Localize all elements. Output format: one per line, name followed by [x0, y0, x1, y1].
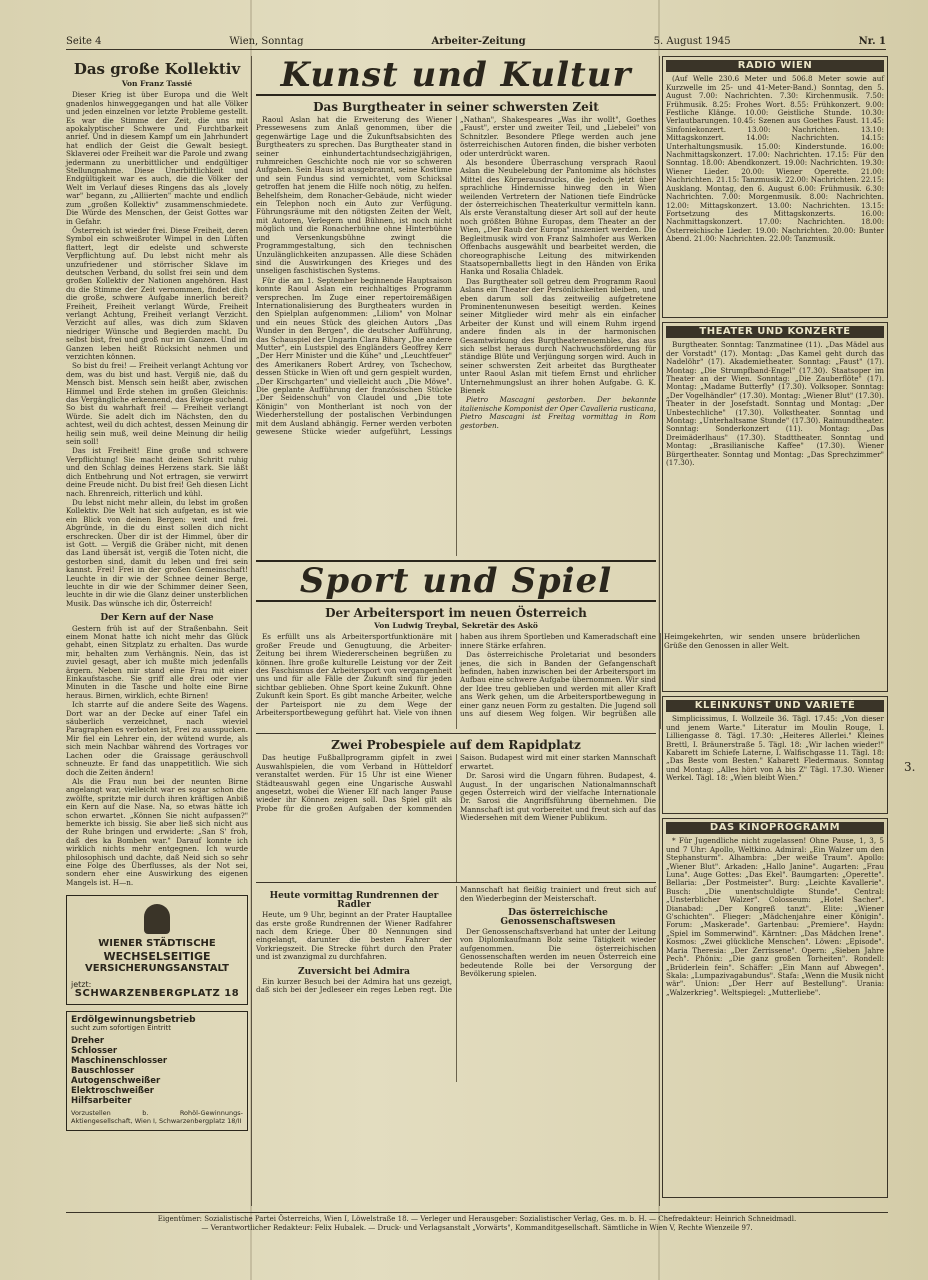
article-title: Das große Kollektiv: [73, 60, 241, 78]
article-byline: Von Ludwig Treybal, Sekretär des Askö: [374, 621, 538, 630]
column-rule: [251, 56, 252, 1206]
section-header: DAS KINOPROGRAMM: [666, 822, 884, 834]
section-header: RADIO WIEN: [666, 60, 884, 72]
section-text: * Für Jugendliche nicht zugelassen! Ohne Pause, 1, 3, 5 und 7 Uhr: Apollo, Weltkino. Admiral: „Ein Walzer um den Stephansturm". Alhambra: „Der weiße Traum". Apollo: „Wiener Blut". Arkaden: „Hallo Janine". Augarten: „Frau Luna". Auge Gottes: „Das Ekel". Baumgarten: „Operette". Bellaria: „Der Postmeister". Burg: „Leichte Kavallerie". Busch: „Die unentschuldigte Stunde". Central: „Unsterblicher Walzer". Colosseum: „Hotel Sacher". Dianabad: „Der Kongreß tanzt". Elite: „Wiener G'schichten". Flieger: „Mädchenjahre einer Königin". Forum: „Maskerade". Gartenbau: „Premiere". Haydn: „Spiel im Sommerwind". Kärntner: „Das Mädchen Irene". Kosmos: „Zwei glückliche Menschen". Löwen: „Episode". Maria Theresia: „Der Zerrissene". Opern: „Sieben Jahre Pech". Phönix: „Die ganz großen Torheiten". Rondell: „Brüderlein fein". Schäffer: „Ein Mann auf Abwegen". Skala: „Lumpazivagabundus". Stafa: „Wenn die Musik nicht wär". Union: „Der Herr auf Bestellung". Urania: „Walzerkrieg". Weltspiegel: „Mutterliebe".: [666, 836, 884, 997]
article-paragraph: Du lebst nicht mehr allein, du lebst im großen Kollektiv. Die Welt hat sich aufgetan, es ist wie ein Blick von deinen Bergen: weit und frei. Abgründe, in die du einst sollen dich nicht erschrecken. Über dir ist der Himmel, über dir ist Gott. — Vergiß die Gräber nicht, mit denen das Land übersät ist, vergiß die Toten nicht, die gestorben sind, damit du leben und frei sein kannst. Frei! Frei in der großen Gemeinschaft! Leuchte in dir wie der Schnee deiner Berge, leuchte in dir wie der Schimmer deiner Seen, leuchte in dir wie die Glanz deiner unsterblichen Musik. Das wünsche ich dir, Österreich!: [66, 497, 248, 608]
article-paragraph: Dr. Sarosi wird die Ungarn führen. Budapest, 4. August. In der ungarischen Nationalmannschaft gegen Österreich wird der vielfache Internationale Dr. Sarosi die Angriffsführung übernehmen. Die Mannschaft ist gut vorbereitet und freut sich auf das Wiedersehen mit dem Wiener Publikum.: [460, 771, 656, 823]
issue-date: 5. August 1945: [653, 36, 731, 47]
article-paragraph: Das Burgtheater soll getreu dem Programm Raoul Aslans ein Theater der Persönlichkeiten bleiben, und eben darum soll das zeitweilig aufgetretene Prominentenunwesen beseitigt werden. Keines seiner Mitglieder wird mehr als ein einfacher Arbeiter der Kunst und will einem Ruhm irgend andere finden als in der harmonischen Gesamtwirkung des Burgtheaterensembles, das aus sich selbst heraus durch Nachwuchsförderung für ständige Blüte und Verjüngung sorgen wird. Auch in seiner schwersten Zeit arbeitet das Burgtheater unter Raoul Aslan mit tiefem Ernst und ehrlicher Unternehmungslust an ihrer hohen Aufgabe. G. K. Bienek: [460, 276, 656, 395]
article-paragraph: Ich starrte auf die andere Seite des Wagens. Dort war an der Decke auf einer Tafel ein säuberlich verzeichnet, nach wieviel Paragraphen es verboten ist, Frei zu ausspucken. Mir fiel ein Lehrer ein, der wütend wurde, als sich mein Nachbar während des Vortrages vor Lachen oder die Graissage geräuschvoll schneuzte. Er fand das unappetitlich. Wie sich doch die Zeiten ändern!: [66, 700, 248, 777]
job-item: Hilfsarbeiter: [71, 1095, 132, 1106]
article-paragraph: Dieser Krieg ist über Europa und die Welt gnadenlos hinweggegangen und hat alle Völker und jeden einzelnen vor letzte Probleme gestellt. Es war die Stimme der Zeit, die uns mit apokalyptischer Schwere und Furchtbarkeit anrief. Und in diesem Kampf um ein Jahrhundert hat endlich der Geist die Gewalt besiegt. Sklaverei oder Freiheit war die Parole und zwang jedermann zu unerbittlicher und endgültiger Stellungnahme. Diese Unerbittlichkeit und Endgültigkeit war es auch, die die Völker der Welt im Verlauf dieses Ringens das als „lovely war" begann, zu „Alliierten" machte und endlich zum „großen Kollektiv" zusammenschmiedete. Die Würde des Menschen, der Geist Gottes war in Gefahr.: [66, 90, 248, 226]
job-item: Dreher: [71, 1035, 105, 1046]
column-rule: [659, 56, 660, 1206]
place-date: Wien, Sonntag: [229, 36, 304, 47]
article-paragraph: Als besondere Überraschung versprach Raoul Aslan die Neubelebung der Pantomime als höchstes Mittel des Körperausdrucks, die jedoch jetzt über sprachliche Hindernisse hinweg den in Wien weilenden Vertretern der Nationen tiefe Eindrücke der österreichischen Theaterkultur vermitteln kann. Als erste Veranstaltung dieser Art soll auf der heute noch größten Bühne Europas, dem Theater an der Wien, „Der Raub der Europa" inszeniert werden. Die Begleitmusik wird von Franz Salmhofer aus Werken Offenbachs ausgewählt und bearbeitet werden, die choreographische Leitung des mitwirkenden Staatsopernballetts liegt in den Händen von Erika Hanka und Rosalia Chladek.: [460, 158, 656, 277]
ad-line: VERSICHERUNGSANSTALT: [85, 963, 229, 975]
ad-subtitle: sucht zum sofortigen Eintritt: [71, 1024, 172, 1033]
ad-now-label: jetzt:: [71, 980, 92, 990]
article-title: Das Burgtheater in seiner schwersten Zeit: [313, 100, 599, 114]
radio-section: [662, 56, 888, 318]
article-paragraph: Das österreichische Proletariat und besonders jenes, die sich in Banden der Gefangenschaft befinden, haben inzwischen bei der Arbeitersport im Aufbau eine schwere Aufgabe übernommen. Wir sind der Idee treu geblieben und werden mit aller Kraft ans Werk gehen, um die Arbeitersportbewegung in einer ganz neuen Form zu gestalten. Die Jugend soll uns auf diesem Weg folgen. Wir begrüßen alle Heimgekehrten, wir senden unsere brüderlichen Grüße den Genossen in aller Welt.: [460, 632, 860, 719]
job-advertisement: [66, 1011, 248, 1131]
section-header: THEATER UND KONZERTE: [666, 326, 884, 338]
article-body: [256, 116, 656, 556]
article-paragraph: Es erfüllt uns als Arbeitersportfunktionäre mit großer Freude und Genugtuung, die Arbeiter-Zeitung bei ihrem Wiedererscheinen begrüßen zu können. Ihre große kulturelle Leistung vor der Zeit des Faschismus der Arbeitersport von vergangenheit uns und für alle Fälle der Zukunft sind für jeden sichtbar geblieben. Ohne Sport keine Zukunft. Ohne Zukunft kein Sport. Es gibt manche Arbeiter, welche der Parteisport nie zu dem Wege der Arbeitersportbewegung geführt hat. Viele von ihnen haben aus ihrem Sportleben und Kameradschaft eine innere Stärke erfahren.: [256, 632, 656, 718]
job-item: Bauschlosser: [71, 1065, 135, 1076]
article-title: Der Kern auf der Nase: [100, 613, 214, 624]
job-item: Schlosser: [71, 1045, 118, 1056]
article-paragraph: Heute, um 9 Uhr, beginnt an der Prater Hauptallee das erste große Rundrennen der Wiener Radfahrer nach dem Kriege. Über 80 Nennungen sind eingelangt, darunter die besten Fahrer der Vorkriegszeit. Die Strecke führt durch den Prater und ist zwanzigmal zu durchfahren.: [256, 910, 452, 962]
section-text: (Auf Welle 230.6 Meter und 506.8 Meter sowie auf Kurzwelle im 25- und 41-Meter-Band.) Sonntag, den 5. August 7.00: Nachrichten. 7.30: Kirchenmusik. 7.50: Frühmusik. 8.25: Frohes Wort. 8.55: Frühkonzert. 9.00: Festliche Klänge. 10.00: Geistliche Stunde. 10.30: Verlautbarungen. 10.45: Szenen aus Goethes Faust. 11.45: Sinfoniekonzert. 13.00: Nachrichten. 13.10: Mittagskonzert. 14.00: Nachrichten. 14.15: Unterhaltungsmusik. 15.00: Kinderstunde. 16.00: Nachmittagskonzert. 17.00: Nachrichten. 17.15: Für den Sonntag. 18.00: Abendkonzert. 19.00: Nachrichten. 19.30: Wiener Lieder. 20.00: Wiener Operette. 21.00: Nachrichten. 21.15: Tanzmusik. 22.00: Nachrichten. 22.15: Ausklang. Montag, den 6. August 6.00: Frühmusik. 6.30: Nachrichten. 7.00: Morgenmusik. 8.00: Nachrichten. 12.00: Mittagskonzert. 13.00: Nachrichten. 13.15: Fortsetzung des Mittagskonzerts. 16.00: Nachmittagskonzert. 17.00: Nachrichten. 18.00: Österreichische Lieder. 19.00: Nachrichten. 20.00: Bunter Abend. 21.00: Nachrichten. 22.00: Tanzmusik.: [666, 74, 884, 244]
masthead: [66, 34, 886, 50]
article-paragraph: Ein kurzer Besuch bei der Admira hat uns gezeigt, daß sich bei der Jedleseer ein reges Leben regt. Die Mannschaft hat fleißig trainiert und freut sich auf den Wiederbeginn der Meisterschaft.: [256, 885, 656, 995]
article-title: Heute vormittag Rundrennen der Radler: [269, 891, 439, 910]
ad-title: Erdölgewinnungsbetrieb: [71, 1015, 196, 1025]
article-paragraph: Österreich ist wieder frei. Diese Freiheit, deren Symbol ein schweißroter Wimpel in den Lüften flattert, legt dir edelste und schwerste Verpflichtung auf. Du lebst nicht mehr als unzufriedener und störrischer Sklave im deutschen Verband, du sollst frei sein und dem großen Kollektiv der Nationen angehören. Hast du die Stimme der Zeit vernommen, findet dich die große, schwere Aufgabe innerlich bereit? Freiheit, Freiheit verlangt Würde, Freiheit verlangt Achtung, Freiheit verlangt Verzicht. Verzicht auf alles, was dich zum Sklaven niedriger Wünsche und Begierden macht. Du selbst bist, frei und groß nur im Ganzen. Und im Ganzen leben heißt Rücksicht nehmen und verzichten können.: [66, 225, 248, 361]
insurance-advertisement: [66, 895, 248, 1005]
article-title: Das österreichische Genossenschaftswesen: [500, 908, 616, 927]
page-number: Seite 4: [66, 36, 102, 47]
imprint-line: — Verantwortlicher Redakteur: Felix Hubalek. — Druck- und Verlagsanstalt „Vorwärts", Kommanditgesellschaft. Sämtliche in Wien V, Rechte Wienzeile 97.: [201, 1224, 753, 1232]
article-paragraph: Gestern früh ist auf der Straßenbahn. Seit einem Monat hatte ich nicht mehr das Glück gehabt, einen Sitzplatz zu erhalten. Das wurde mir, behalten zum Verhängnis. Nein, das ist zuviel gesagt, aber ich mußte mich jedenfalls ärgern. Neben mir stand eine Frau mit einer Einkaufstasche. Sie griff alle drei oder vier Minuten in die Tasche und holte eine Birne heraus. Birnen, wirklich, echte Birnen!: [66, 623, 248, 700]
column-right: [662, 56, 888, 1206]
article-body: [256, 882, 656, 1082]
insurance-logo-icon: [144, 904, 170, 934]
ad-footer: Vorzustellen b. Rohöl-Gewinnungs-Aktiengesellschaft, Wien I, Schwarzenbergplatz 18/II: [71, 1108, 243, 1126]
theater-section: [662, 322, 888, 692]
article-byline: Von Franz Tassié: [121, 79, 193, 88]
article-body: [256, 754, 656, 882]
culture-section-banner: Kunst und Kultur: [256, 56, 656, 96]
margin-mark: 3.: [904, 760, 916, 774]
job-list: [71, 1036, 243, 1106]
section-text: Simplicissimus, I. Wollzeile 36. Tägl. 17.45: „Von dieser und jenem Warte." Literatur im Moulin Rouge, I. Lilliengasse 8. Tägl. 17.30: „Heiteres Allerlei." Kleines Brettl, I. Bräunerstraße 5. Tägl. 18: „Wir lachen wieder!" Kabarett im Schiefe Laterne, I. Walfischgasse 11. Tägl. 18: „Das Beste vom Besten." Kabarett Fledermaus. Sonntag und Montag: „Alles hört von A bis Z" Tägl. 17.30. Wiener Werkel. Tägl. 18: „Wien bleibt Wien.": [666, 714, 884, 783]
job-item: Autogenschweißer: [71, 1075, 161, 1086]
job-item: Maschinenschlosser: [71, 1055, 168, 1066]
article-title: Zuversicht bei Admira: [298, 966, 410, 977]
article-paragraph: Der Genossenschaftsverband hat unter der Leitung von Diplomkaufmann Bolz seine Tätigkeit wieder aufgenommen. Die österreichischen Genossenschaften werden im neuen Österreich eine bedeutende Rolle bei der Versorgung der Bevölkerung spielen.: [460, 927, 656, 979]
section-header: KLEINKUNST UND VARIETÉ: [666, 700, 884, 712]
ad-line: WIENER STÄDTISCHE: [98, 938, 216, 950]
imprint-footer: [66, 1212, 888, 1233]
cinema-section: [662, 818, 888, 1198]
sport-section-banner: Sport und Spiel: [256, 560, 656, 602]
paper-name: Arbeiter-Zeitung: [431, 36, 526, 47]
article-paragraph: Raoul Aslan hat die Erweiterung des Wiener Pressewesens zum Anlaß genommen, über die gegenwärtige Lage und die Zukunftsabsichten des Burgtheaters zu sprechen. Das Burgtheater stand in seiner einhundertachtundsechzigjährigen, ruhmreichen Geschichte noch nie vor so schweren Aufgaben. Sein Haus ist ausgebrannt, seine Kostüme und sein Fundus sind vernichtet, vom Schicksal getroffen hat jenem die Hilfe noch nötig, zu helfen. Behelfsheim, dem Ronacher-Gebäude, nicht wieder ein Telephon noch ein Auto zur Verfügung. Führungsräume mit den nötigsten Zeiten der Welt, mit Autoren, Verlegern und Bühnen, ist noch nicht möglich und die Ronacherbühne ohne Hinterbühne und Versenkungsbühne zwingt die Programmgestaltung, sich den technischen Unzulänglichkeiten anzupassen. Alle diese Schäden sind die Auswirkungen des Krieges und des unseligen faschistischen Systems.: [256, 115, 452, 276]
column-left: [66, 56, 248, 1206]
article-paragraph: Das heutige Fußballprogramm gipfelt in zwei Auswahlspielen, die vom Verband in Hütteldorf veranstaltet werden. Für 15 Uhr ist eine Wiener Städteauswahl gegen eine Ungarische Auswahl angesetzt, wobei die Wiener Elf nach langer Pause wieder ihr Können zeigen soll. Das Spiel gilt als Probe für die großen Aufgaben der kommenden Saison. Budapest wird mit einer starken Mannschaft erwartet.: [256, 753, 656, 813]
article-paragraph: Für die am 1. September beginnende Hauptsaison konnte Raoul Aslan ein reichhaltiges Programm versprechen. Im Zuge einer repertoiremäßigen Internationalisierung des Burgtheaters wurden in den Spielplan aufgenommen: „Liliom" von Molnar und ein neues Stück des gleichen Autors „Das Wunder in den Bergen", die deutscher Aufführung, das Schauspiel der Ungarin Clara Bihary „Die andere Mutter", ein Lustspiel des Engländers Geoffrey Kerr „Der Herr Minister und die Kühe" und „Leuchtfeuer" des Amerikaners Robert Ardrey, von Tschechow, dessen Stücke in Wien oft und gern gespielt wurden, „Der Kirschgarten" und vielleicht auch „Die Möwe". Die geplante Aufführung der französischen Stücke „Der Seidenschuh" von Claudel und „Die tote Königin" von Montherlant ist noch von der Wiederherstellung der postalischen Verbindungen mit dem Ausland abhängig. Ferner werden verboten gewesene Stücke wieder aufgeführt, Lessings „Nathan", Shakespeares „Was ihr wollt", Goethes „Faust", erster und zweiter Teil, und „Liebelei" von Schnitzler. Besondere Pflege werden auch jene österreichischen Autoren finden, die bisher verboten oder unterdrückt waren.: [256, 115, 656, 437]
ad-address: SCHWARZENBERGPLATZ 18: [74, 987, 240, 999]
article-title: Zwei Probespiele auf dem Rapidplatz: [256, 733, 656, 752]
article-title: Der Arbeitersport im neuen Österreich: [325, 606, 587, 620]
kleinkunst-section: [662, 696, 888, 814]
article-paragraph: So bist du frei! — Freiheit verlangt Achtung vor dem, was du bist und hast. Vergiß nie, daß du Mensch bist. Mensch sein heißt aber, zwischen Himmel und Erde stehen im großen Gleichnis: das Vergängliche erkennend, das Ewige suchend. So bist du wahrhaft frei! — Freiheit verlangt Würde. Sie adelt dich im Nächsten, den du achtest, weil du dich achtest, dessen Meinung dir heilig sein muß, weil deine Meinung dir heilig sein soll!: [66, 361, 248, 447]
section-text: Burgtheater. Sonntag: Tanzmatinee (11). „Das Mädel aus der Vorstadt" (17). Montag: „Das Kamel geht durch das Nadelöhr" (17). Akademietheater. Sonntag: „Faust" (17). Montag: „Die Strumpfband-Engel" (17.30). Staatsoper im Theater an der Wien. Sonntag: „Die Zauberflöte" (17). Montag: „Madame Butterfly" (17.30). Volksoper. Sonntag: „Der Vogelhändler" (17.30). Montag: „Wiener Blut" (17.30). Theater in der Josefstadt. Sonntag und Montag: „Der Unbestechliche" (17.30). Volkstheater. Sonntag und Montag: „Unterhaltsame Stunde" (17.30). Raimundtheater. Sonntag: Sonderkonzert (11). Montag: „Das Dreimäderlhaus" (17.30). Stadttheater. Sonntag und Montag: „Brasilianische Kaffee" (17.30). Wiener Bürgertheater. Sonntag und Montag: „Das Sprechzimmer" (17.30).: [666, 340, 884, 468]
article-paragraph: Das ist Freiheit! Eine große und schwere Verpflichtung! Sie macht deinen Schritt ruhig und den Schlag deines Herzens stark. Sie läßt dich Entbehrung und Not ertragen, sie verwirrt deine Freude nicht. Du bist frei! Geh diesen Licht nach. Ehrenreich, ritterlich und kühl.: [66, 446, 248, 498]
issue-number: Nr. 1: [858, 36, 886, 47]
job-item: Elektroschweißer: [71, 1085, 154, 1096]
imprint-line: Eigentümer: Sozialistische Partei Österreichs, Wien I, Löwelstraße 18. — Verleger und Herausgeber: Sozialistischer Verlag, Ges. m. b. H. — Chefredakteur: Heinrich Schneidmadl.: [157, 1215, 797, 1223]
news-note: Pietro Mascagni gestorben. Der bekannte italienische Komponist der Oper Cavalleria rusticana, Pietro Mascagni ist Freitag vormittag in Rom gestorben.: [460, 395, 656, 430]
article-paragraph: Als die Frau nun bei der neunten Birne angelangt war, vielleicht war es sogar schon die zwölfte, spritzte mir durch ihren kräftigen Anbiß ein Kern auf die Nase. Na, so etwas hätte ich schon erwartet. „Können Sie nicht aufpassen?" bemerkte ich bissig. Sie aber ließ sich nicht aus der Ruhe bringen und erwiderte: „San S' froh, daß des ka Bomben war." Darauf konnte ich wirklich nichts mehr entgegnen. Ich wurde philosophisch und dachte, daß Neid sich so sehr eine Folge des Überflusses, als der Not sei, sondern eher eine Auswirkung des eigenen Mangels ist. H—n.: [66, 776, 248, 887]
ad-line: WECHSELSEITIGE: [103, 950, 211, 964]
